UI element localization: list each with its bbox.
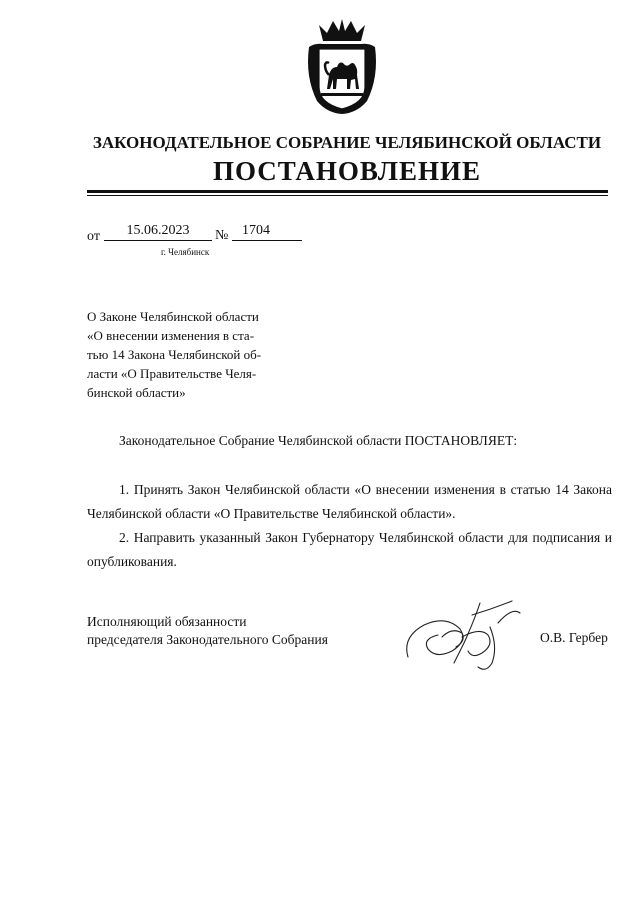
handwritten-signature-icon	[402, 597, 532, 673]
organization-title: ЗАКОНОДАТЕЛЬНОЕ СОБРАНИЕ ЧЕЛЯБИНСКОЙ ОБЛАСТИ	[92, 133, 602, 152]
header-divider-thin	[87, 195, 608, 196]
document-subject	[87, 307, 280, 402]
resolution-item-1: 1. Принять Закон Челябинской области «О внесении изменения в статью 14 Закона Челябинской области «О Правительстве Челябинской области».	[87, 482, 612, 521]
document-number: 1704	[232, 223, 302, 241]
subject-line: бинской области»	[87, 385, 186, 400]
document-type-title: ПОСТАНОВЛЕНИЕ	[212, 156, 482, 186]
position-line: Исполняющий обязанности	[87, 614, 247, 629]
preamble-text: Законодательное Собрание Челябинской области ПОСТАНОВЛЯЕТ:	[119, 433, 518, 448]
document-date: 15.06.2023	[104, 223, 212, 241]
number-label: №	[215, 228, 229, 243]
signatory-position	[87, 613, 328, 649]
signatory-name: О.В. Гербер	[540, 630, 608, 645]
coat-of-arms-icon	[303, 17, 381, 115]
subject-line: «О внесении изменения в ста-	[87, 328, 255, 343]
subject-line: О Законе Челябинской области	[87, 309, 259, 324]
position-line: председателя Законодательного Собрания	[87, 632, 328, 647]
city-label: г. Челябинск	[161, 247, 210, 257]
resolution-item-2: 2. Направить указанный Закон Губернатору Челябинской области для подписания и опубликования.	[87, 530, 612, 569]
header-divider-thick	[87, 190, 608, 193]
date-label: от	[87, 229, 100, 244]
subject-line: ласти «О Правительстве Челя-	[87, 366, 257, 381]
subject-line: тью 14 Закона Челябинской об-	[87, 347, 262, 362]
